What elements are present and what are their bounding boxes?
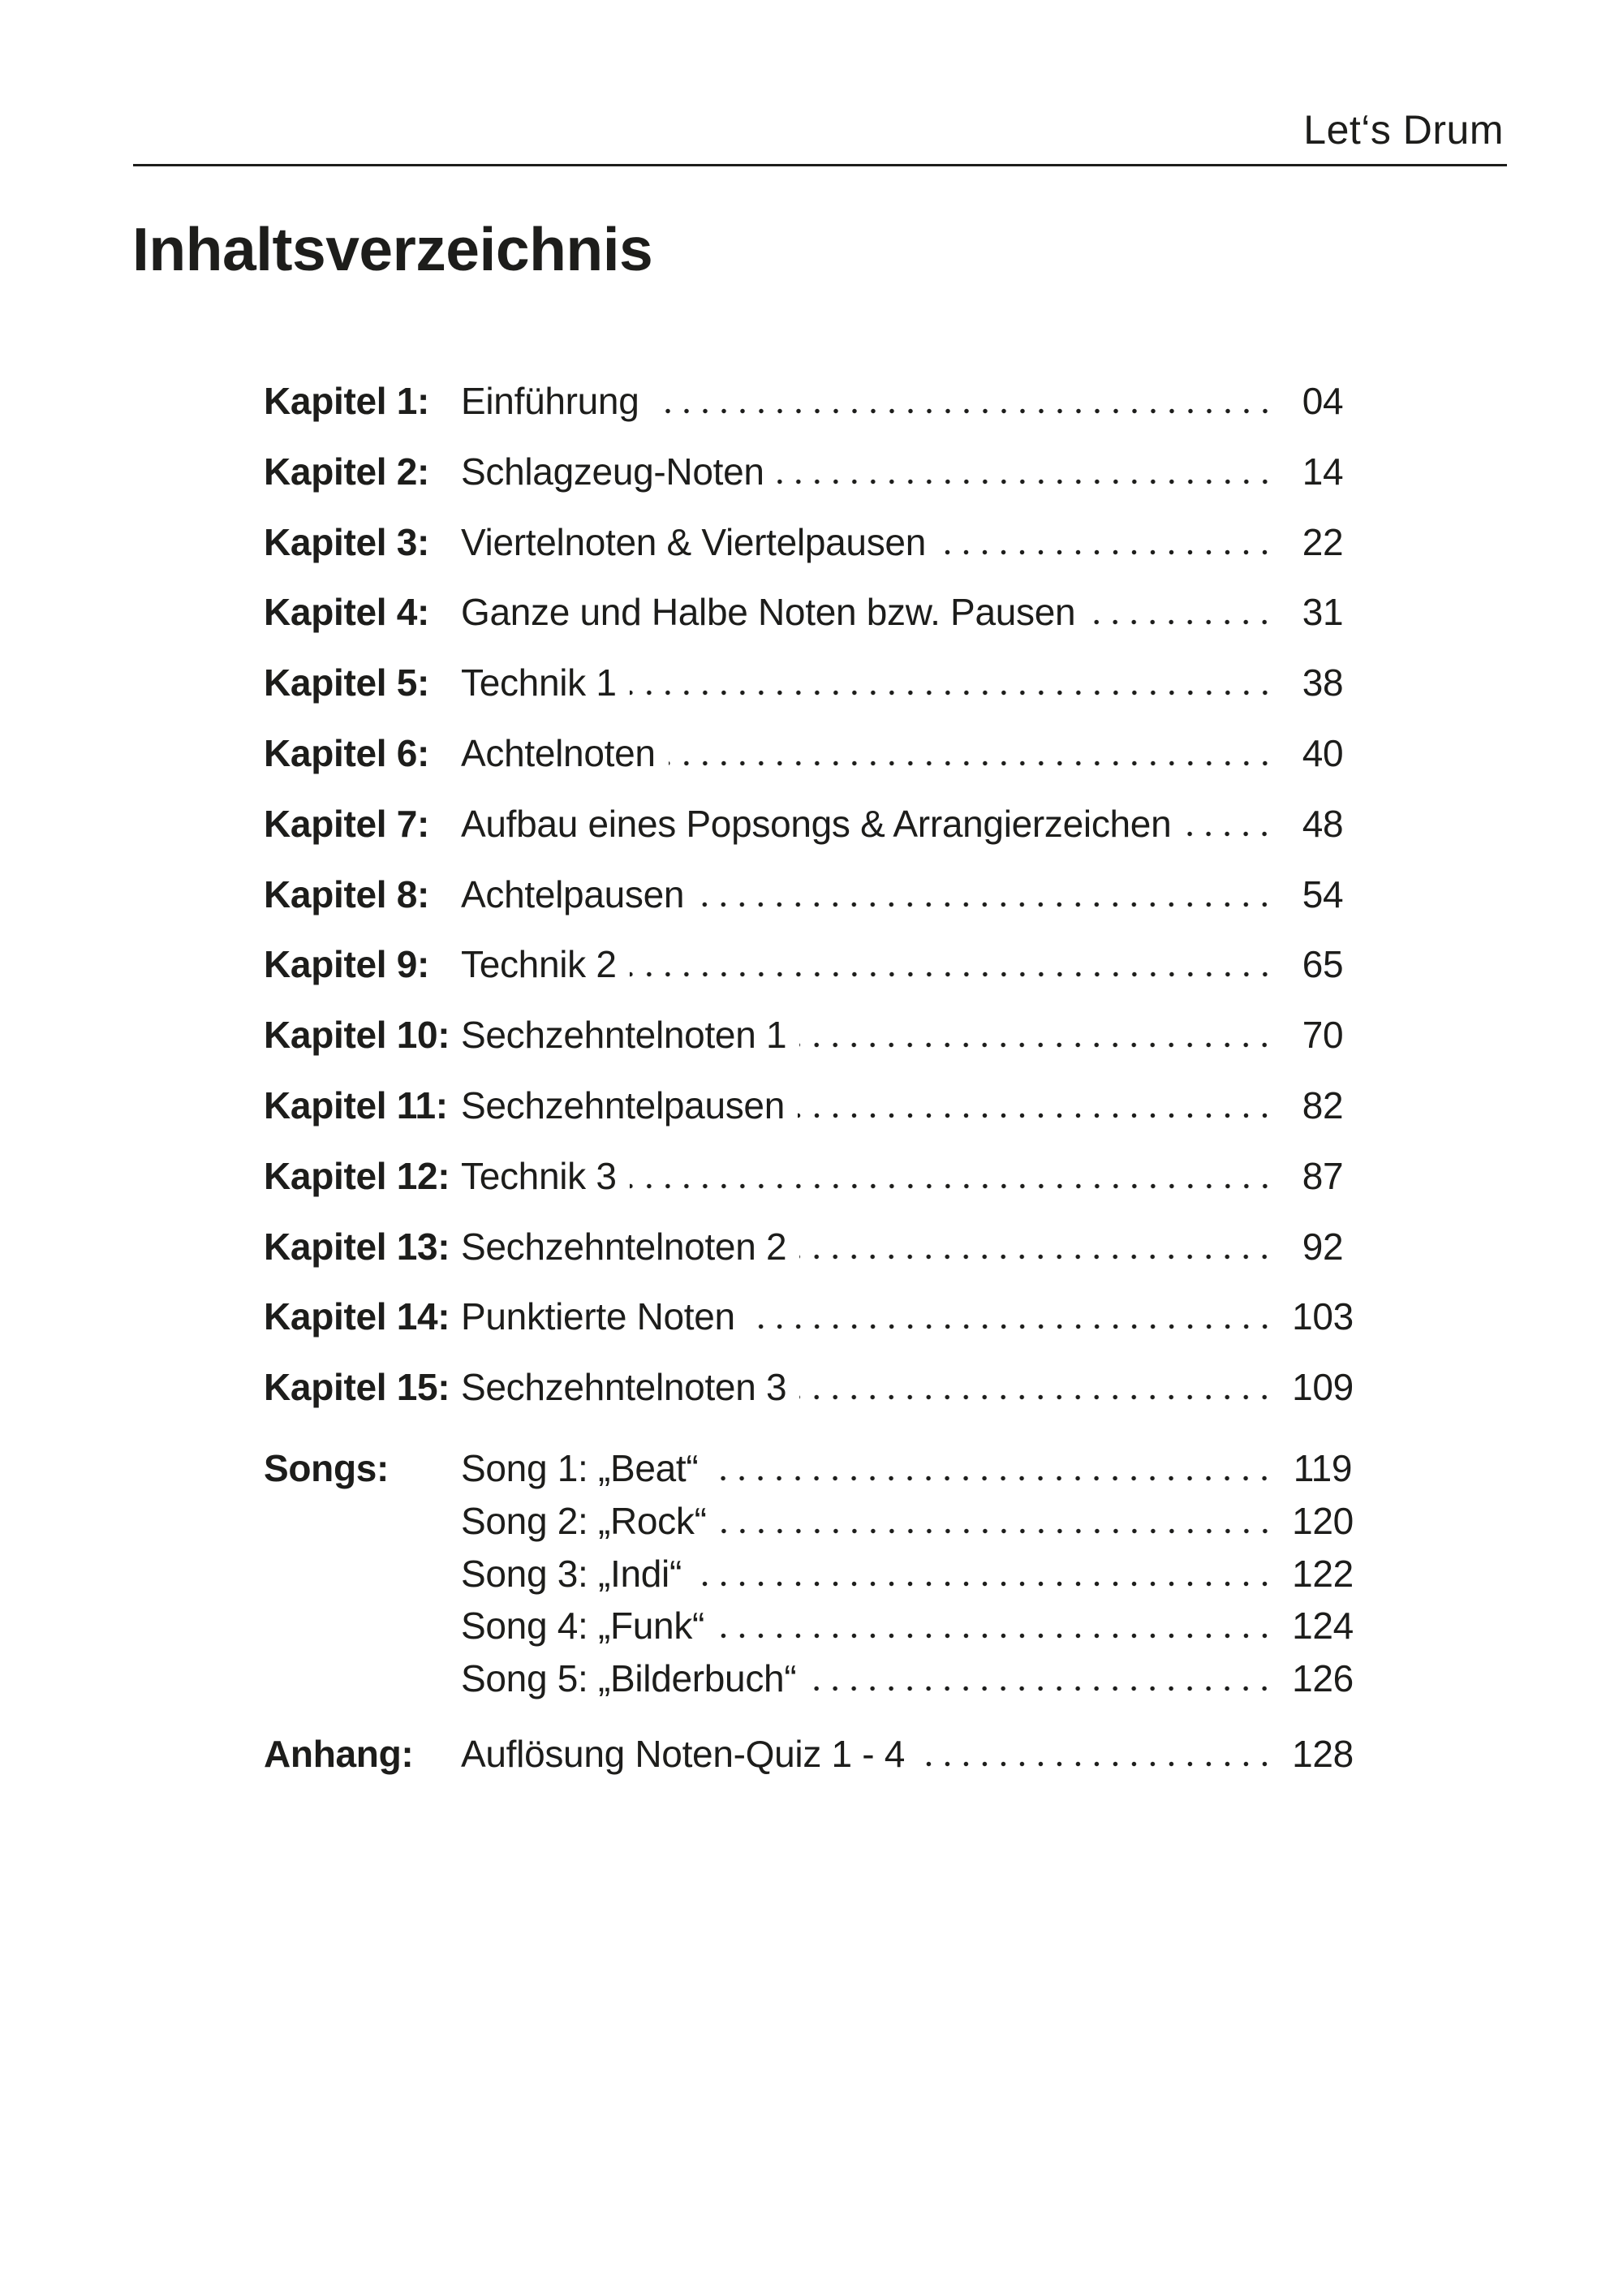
dot-leader [939,528,1277,555]
toc-row-label: Kapitel 1: [264,380,430,422]
toc-row-title: Aufbau eines Popsongs & Arrangierzeichen [461,803,1172,845]
dot-leader [669,739,1277,766]
toc-row-label: Kapitel 12: [264,1155,450,1197]
toc-row [264,1735,1357,1773]
toc-row-label: Kapitel 4: [264,591,430,633]
toc-row-title: Technik 1 [461,661,617,704]
toc-row-label: Kapitel 2: [264,450,430,493]
toc-row [264,1553,1357,1595]
brand-text: Let‘s Drum [1303,107,1504,153]
toc-row-title: Schlagzeug-Noten [461,450,764,493]
toc-row-page: 65 [1302,943,1344,985]
dot-leader [720,1506,1277,1534]
dot-leader [798,1091,1277,1118]
dot-leader [1088,597,1277,625]
toc-row [264,943,1357,985]
toc-row-title: Sechzehntelnoten 3 [461,1366,787,1408]
toc-row-title: Song 3: „Indi“ [461,1553,682,1595]
dot-leader [799,1232,1277,1260]
toc-row-page: 31 [1302,591,1344,633]
toc-row [264,1657,1357,1699]
toc-row-page: 126 [1292,1657,1354,1699]
dot-leader [918,1739,1277,1767]
page-title: Inhaltsverzeichnis [132,215,653,283]
toc-row [264,1295,1357,1338]
toc-row-label: Kapitel 7: [264,803,430,845]
toc-row-title: Einführung [461,380,639,422]
toc-row-label: Kapitel 15: [264,1366,450,1408]
toc-row-title: Song 1: „Beat“ [461,1447,699,1489]
toc-row-label: Kapitel 13: [264,1226,450,1268]
toc-row-page: 40 [1302,732,1344,774]
toc-row [264,734,1357,772]
toc-row-title: Song 5: „Bilderbuch“ [461,1657,797,1699]
toc-row-page: 48 [1302,803,1344,845]
toc-row-label: Kapitel 11: [264,1084,448,1126]
toc-row [264,1014,1357,1056]
toc-row-page: 122 [1292,1553,1354,1595]
toc-row-page: 103 [1292,1295,1354,1338]
dot-leader [630,668,1277,696]
toc-row-label: Kapitel 5: [264,661,430,704]
toc-row-label: Kapitel 3: [264,521,430,563]
toc-row-title: Sechzehntelnoten 1 [461,1014,787,1056]
toc-row [264,661,1357,704]
dot-leader [799,1020,1277,1048]
toc-list [264,0,1357,2296]
dot-leader [711,1454,1277,1481]
dot-leader [1184,809,1277,837]
dot-leader [695,1559,1277,1587]
toc-row-title: Viertelnoten & Viertelpausen [461,521,926,563]
toc-row-label: Songs: [264,1447,390,1489]
dot-leader [748,1302,1277,1329]
toc-row-title: Punktierte Noten [461,1295,735,1338]
toc-row [264,593,1357,631]
toc-row-page: 109 [1292,1366,1354,1408]
toc-row-title: Technik 3 [461,1155,617,1197]
toc-row-page: 14 [1302,450,1344,493]
toc-row-title: Technik 2 [461,943,617,985]
toc-row-label: Kapitel 6: [264,732,430,774]
toc-row-title: Auflösung Noten-Quiz 1 - 4 [461,1733,906,1775]
dot-leader [809,1664,1277,1691]
toc-row [264,523,1357,561]
toc-row [264,1502,1357,1540]
toc-row [264,1605,1357,1647]
toc-row-page: 128 [1292,1733,1354,1775]
toc-row-page: 92 [1302,1226,1344,1268]
toc-row [264,450,1357,493]
toc-row-label: Anhang: [264,1733,414,1775]
toc-row-label: Kapitel 8: [264,873,430,915]
toc-row [264,873,1357,915]
toc-row [264,1226,1357,1268]
toc-row-page: 38 [1302,661,1344,704]
toc-row [264,1157,1357,1195]
toc-row-page: 22 [1302,521,1344,563]
toc-row [264,1368,1357,1406]
toc-row-page: 04 [1302,380,1344,422]
toc-row-page: 124 [1292,1605,1354,1647]
dot-leader [717,1611,1277,1639]
toc-row-title: Ganze und Halbe Noten bzw. Pausen [461,591,1076,633]
toc-row-page: 70 [1302,1014,1344,1056]
dot-leader [630,1161,1277,1189]
toc-row-label: Kapitel 14: [264,1295,450,1338]
toc-row-title: Sechzehntelpausen [461,1084,785,1126]
toc-row-label: Kapitel 9: [264,943,430,985]
toc-row-page: 54 [1302,873,1344,915]
toc-row [264,1084,1357,1126]
toc-row-title: Song 4: „Funk“ [461,1605,705,1647]
toc-row-page: 87 [1302,1155,1344,1197]
toc-row-page: 119 [1293,1447,1353,1489]
dot-leader [697,880,1277,907]
toc-row-title: Achtelpausen [461,873,685,915]
toc-row-title: Achtelnoten [461,732,656,774]
toc-row-title: Sechzehntelnoten 2 [461,1226,787,1268]
toc-row-label: Kapitel 10: [264,1014,450,1056]
toc-row [264,1447,1357,1489]
toc-row [264,803,1357,845]
toc-row-page: 82 [1302,1084,1344,1126]
toc-row [264,382,1357,420]
toc-row-title: Song 2: „Rock“ [461,1500,707,1542]
dot-leader [652,386,1278,414]
toc-row-page: 120 [1292,1500,1354,1542]
dot-leader [777,457,1277,485]
dot-leader [630,950,1277,977]
dot-leader [799,1372,1277,1400]
